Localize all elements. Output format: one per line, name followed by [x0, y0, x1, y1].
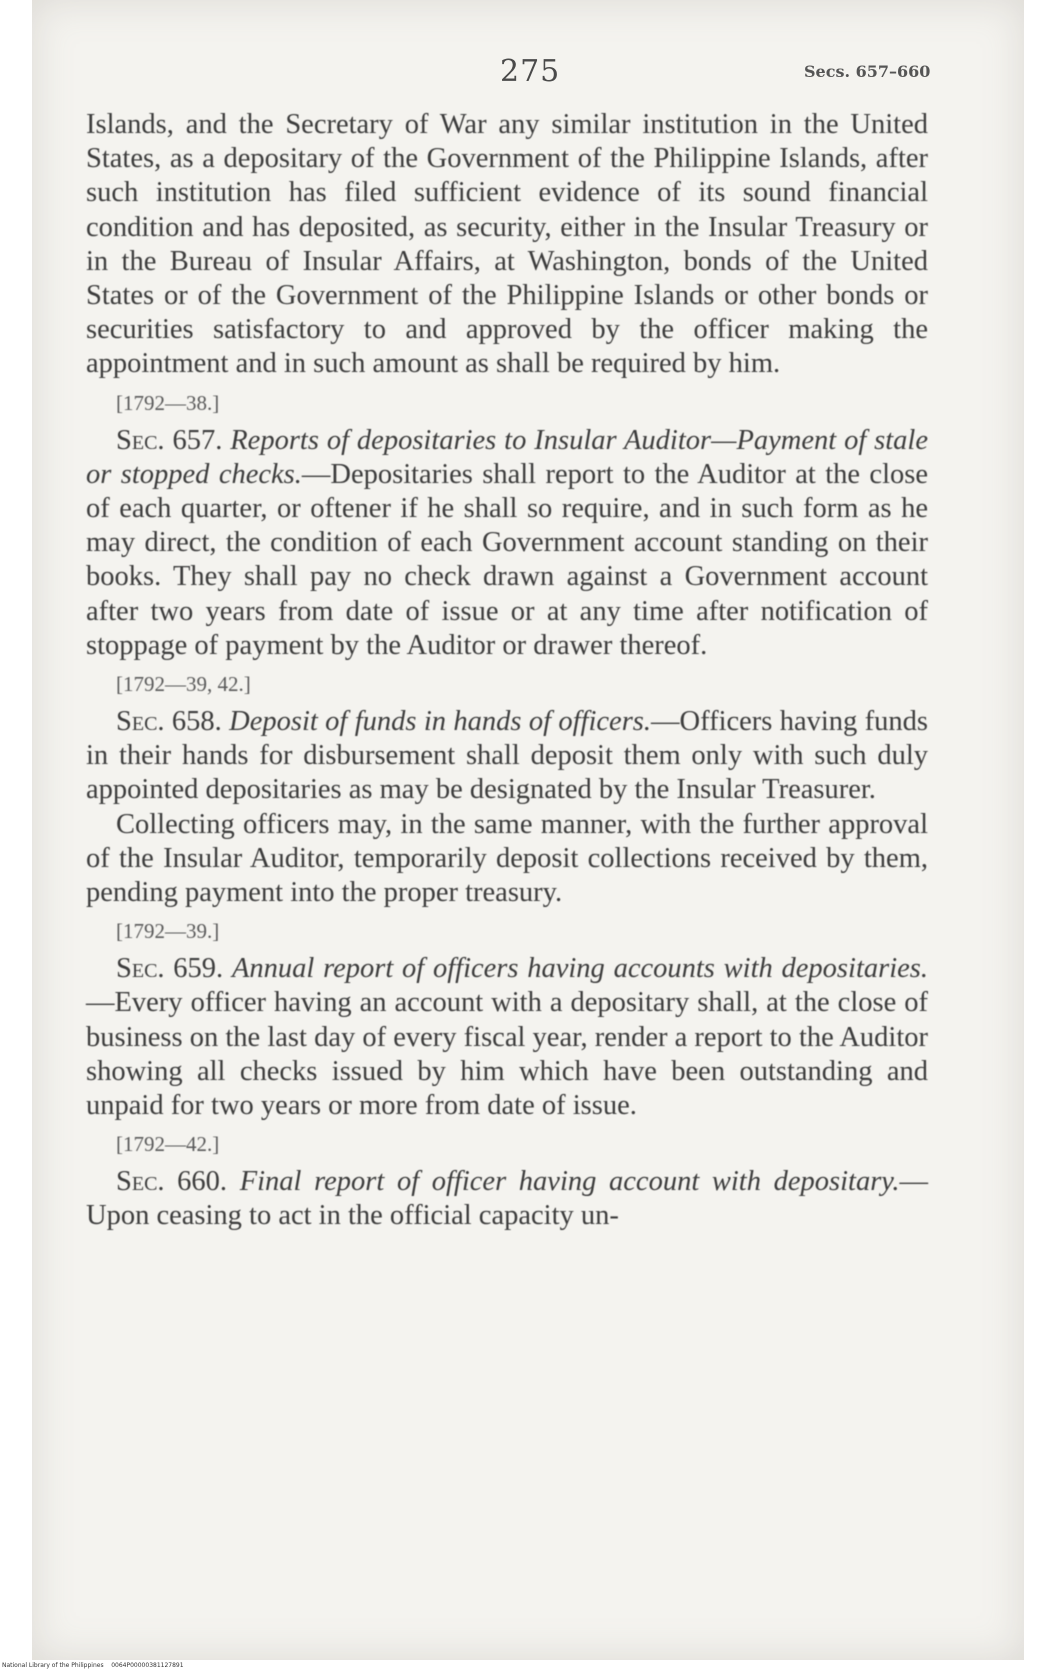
section-heading: Sec. 659.	[116, 953, 224, 985]
citation: [1792—39.]	[116, 919, 220, 944]
section-658	[86, 705, 928, 808]
section-657	[86, 424, 928, 663]
section-title: Deposit of funds in hands of officers.	[229, 706, 652, 738]
section-text: —Depositaries shall report to the Auditor at the close of each quarter, or oftener if he shall so require, and in such form as he may direct, the condition of each Government account standing on their books. They shall pay no check drawn against a Government account after two years from date of issue or at any time after notification of stoppage of payment by the Auditor or drawer thereof.	[86, 458, 928, 661]
scan-footer	[2, 1662, 184, 1669]
section-heading: Sec. 660.	[116, 1166, 228, 1198]
section-658-paragraph-2: Collecting officers may, in the same manner, with the further approval of the Insular Auditor, temporarily deposit collections received by them, pending payment into the proper treasury.	[86, 808, 928, 909]
section-660	[86, 1165, 928, 1233]
library-credit: National Library of the Philippines	[2, 1662, 104, 1669]
section-heading: Sec. 658.	[116, 706, 222, 738]
section-heading: Sec. 657.	[116, 424, 223, 456]
section-title: Final report of officer having account with depositary.	[239, 1166, 900, 1198]
page-number: 275	[500, 54, 561, 89]
citation: [1792—42.]	[116, 1132, 220, 1157]
section-text: —Officers having funds in their hands for disbursement shall deposit them only with such duly appointed depositaries as may be designated by the Insular Treasurer.	[86, 706, 929, 806]
section-title: Annual report of officers having accounts with depositaries.	[231, 953, 928, 985]
section-title: Reports of depositaries to Insular Auditor—Payment of stale or stopped checks.	[86, 424, 928, 490]
scan-code: 0064P00000381127891	[111, 1662, 184, 1669]
section-659	[86, 952, 928, 1123]
paragraph-continuation: Islands, and the Secretary of War any similar institution in the United States, as a depositary of the Government of the Philippine Islands, after such institution has filed sufficient evidence of its sound financial condition and has deposited, as security, either in the Insular Treasury or in the Bureau of Insular Affairs, at Washington, bonds of the United States or of the Government of the Philippine Islands or other bonds or securities satisfactory to and approved by the officer making the appointment and in such amount as shall be required by him.	[86, 109, 928, 380]
page-body	[86, 108, 928, 1234]
section-text: —Every officer having an account with a depositary shall, at the close of business on the last day of every fiscal year, render a report to the Auditor showing all checks issued by him which have been outstanding and unpaid for two years or more from date of issue.	[86, 987, 928, 1122]
citation: [1792—39, 42.]	[116, 672, 251, 697]
section-text: —Upon ceasing to act in the official capacity un-	[86, 1166, 928, 1232]
section-range: Secs. 657–660	[804, 62, 931, 81]
citation: [1792—38.]	[116, 390, 220, 415]
